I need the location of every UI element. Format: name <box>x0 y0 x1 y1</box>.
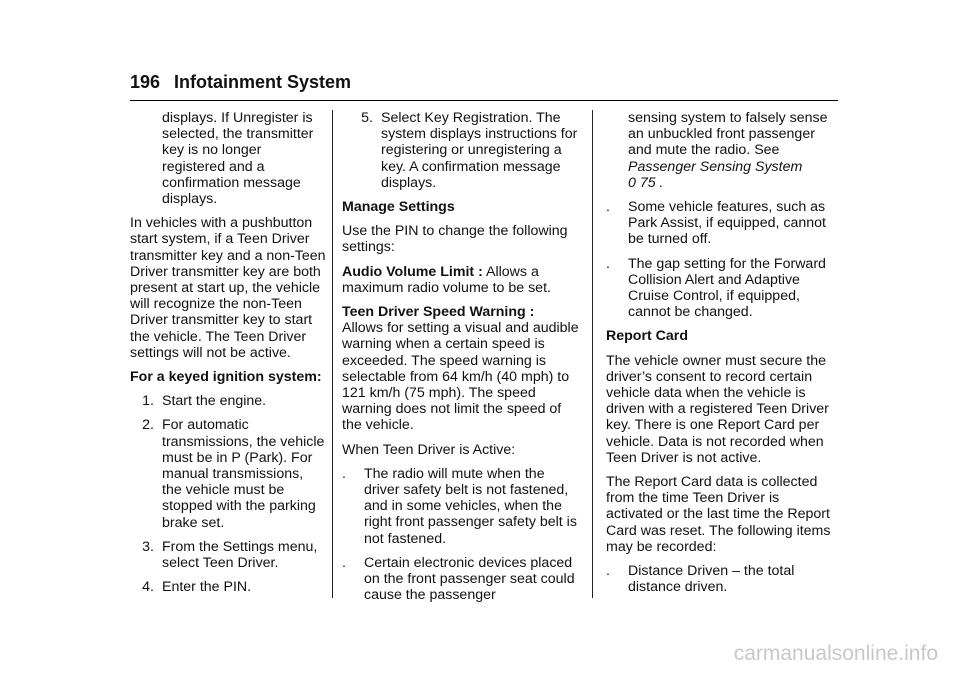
bullet-item <box>342 466 580 547</box>
audio-volume-text: Allows a maximum radio volume to be set. <box>342 263 551 296</box>
manage-settings-heading: Manage Settings <box>342 199 455 216</box>
column-3 <box>606 110 838 603</box>
manage-settings-paragraph: Use the PIN to change the following settings: <box>342 223 568 256</box>
step-item <box>130 579 326 595</box>
bullet-text: The radio will mute when the driver safety belt is not fastened, and in some vehicles, when the right front passenger safety belt is not fastened. <box>364 465 577 547</box>
step-text: For automatic transmissions, the vehicle must be in P (Park). For manual transmissions, the vehicle must be stopped with the parking brake set. <box>162 417 325 531</box>
report-card-heading: Report Card <box>606 328 688 345</box>
step-text: From the Settings menu, select Teen Driver. <box>162 538 318 572</box>
step-number: 2. <box>142 417 154 434</box>
cross-reference-link[interactable]: Passenger Sensing System <box>628 158 803 175</box>
speed-warning-text: Allows for setting a visual and audible warning when a certain speed is exceeded. The speed warning is selectable from 64 km/h (40 mph) to 121 km/h (75 mph). The speed warning does not limit the speed of the vehicle. <box>342 320 579 434</box>
speed-warning-entry <box>342 304 580 434</box>
step-number: 5. <box>361 110 373 126</box>
bullet-text: The gap setting for the Forward Collision Alert and Adaptive Cruise Control, if equipped, cannot be changed. <box>628 255 826 321</box>
column-2 <box>342 110 580 611</box>
step-item <box>130 417 326 530</box>
bullet-item <box>342 555 580 604</box>
bullet-continuation <box>606 110 838 191</box>
bullet-marker: . <box>606 199 610 216</box>
keyed-ignition-heading: For a keyed ignition system: <box>130 369 322 386</box>
step-number: 3. <box>142 538 154 555</box>
step-item <box>130 393 326 409</box>
page-reference[interactable]: 0 75 . <box>628 174 664 191</box>
continuation-text: sensing system to falsely sense an unbuckled front passenger and mute the radio. See <box>628 110 828 159</box>
step-item <box>130 539 326 571</box>
step-continuation: displays. If Unregister is selected, the transmitter key is no longer registered and a confirmation message displays. <box>162 110 314 208</box>
bullet-marker: . <box>606 563 610 580</box>
bullet-item <box>606 199 838 248</box>
report-card-paragraph: The Report Card data is collected from the time Teen Driver is activated or the last time the Report Card was reset. The following items may be recorded: <box>606 474 831 555</box>
bullet-marker: . <box>342 465 346 482</box>
page-header <box>130 72 838 101</box>
step-number: 4. <box>142 579 154 596</box>
audio-volume-entry <box>342 264 580 296</box>
active-paragraph: When Teen Driver is Active: <box>342 441 516 458</box>
audio-volume-label: Audio Volume Limit : <box>342 263 483 280</box>
section-title: Infotainment System <box>174 72 352 92</box>
bullet-text: Distance Driven – the total distance driven. <box>628 563 795 596</box>
step-text: Select Key Registration. The system displays instructions for registering or unregistering a key. A confirmation message displays. <box>381 110 578 191</box>
column-divider <box>332 110 333 598</box>
step-text: Enter the PIN. <box>162 579 252 596</box>
column-divider <box>592 110 593 598</box>
speed-warning-label: Teen Driver Speed Warning : <box>342 304 535 321</box>
column-1 <box>130 110 326 603</box>
bullet-marker: . <box>606 255 610 272</box>
bullet-item <box>606 256 838 321</box>
page-number: 196 <box>130 72 161 92</box>
bullet-item <box>606 563 838 595</box>
report-card-paragraph: The vehicle owner must secure the driver’s consent to record certain vehicle data when the vehicle is driven with a registered Teen Driver key. There is one Report Card per vehicle. Data is not recorded when Teen Driver is not active. <box>606 352 829 466</box>
step-text: Start the engine. <box>162 393 267 410</box>
step-number: 1. <box>142 393 154 410</box>
step-item <box>342 110 580 191</box>
bullet-text: Certain electronic devices placed on the front passenger seat could cause the passenger <box>364 554 575 604</box>
pushbutton-paragraph: In vehicles with a pushbutton start system, if a Teen Driver transmitter key and a non-Teen Driver transmitter key are both present at start up, the vehicle will recognize the non-Teen Driver transmitter key to start the vehicle. The Teen Driver settings will not be active. <box>130 215 326 361</box>
bullet-text: Some vehicle features, such as Park Assist, if equipped, cannot be turned off. <box>628 199 826 248</box>
watermark: carmanualsonline.info <box>733 642 938 665</box>
bullet-marker: . <box>342 554 346 571</box>
